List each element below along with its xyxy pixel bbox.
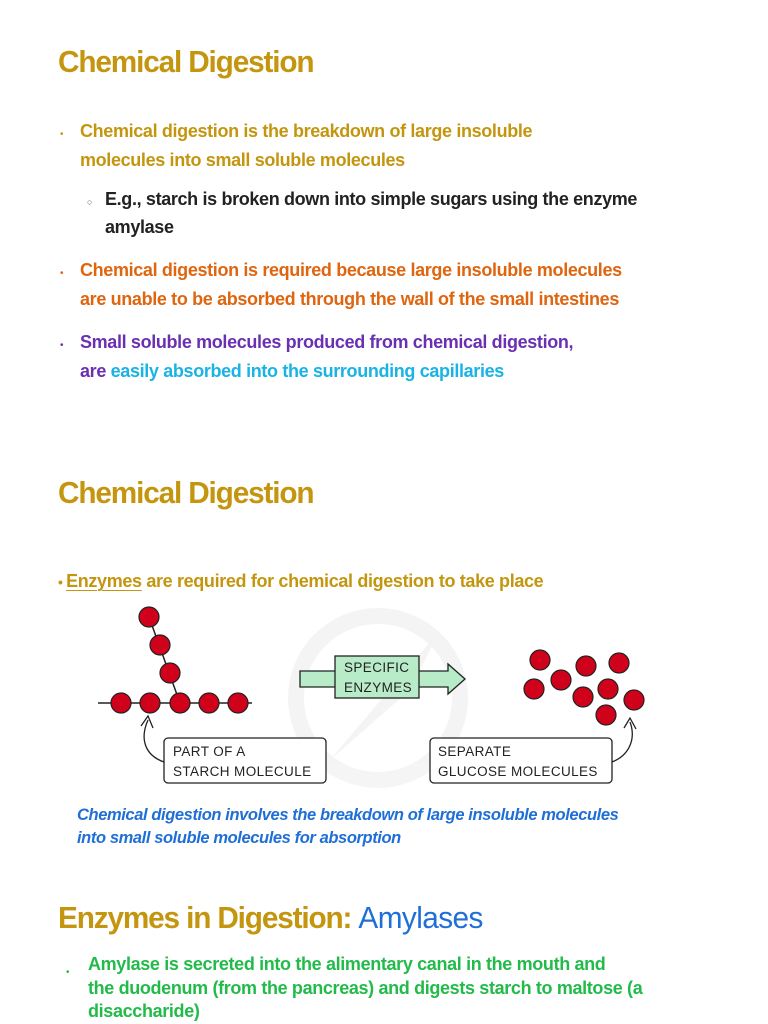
starch-label-line2: STARCH MOLECULE xyxy=(173,764,312,779)
section3-heading xyxy=(58,900,483,936)
section1-sub-line2: amylase xyxy=(105,217,174,237)
section1-bullet1-line1: Chemical digestion is the breakdown of large insoluble xyxy=(80,121,533,141)
glucose-molecule xyxy=(573,687,593,707)
starch-digestion-diagram xyxy=(90,600,660,790)
section2-bullet xyxy=(58,567,543,597)
starch-chain xyxy=(98,607,252,713)
bullet-marker: • xyxy=(60,268,64,279)
starch-glucose-unit xyxy=(170,693,190,713)
chain-branch-line xyxy=(149,617,180,703)
section3-bullet-line3: disaccharide) xyxy=(88,1001,200,1021)
section1-bullet2-line1: Chemical digestion is required because large insoluble molecules xyxy=(80,260,622,280)
section2-bullet-bold: Enzymes xyxy=(66,571,142,591)
glucose-molecule xyxy=(598,679,618,699)
bullet-marker: • xyxy=(60,340,64,351)
section2-bullet-rest: are required for chemical digestion to take place xyxy=(141,571,544,591)
diagram-caption-line1: Chemical digestion involves the breakdown of large insoluble molecules xyxy=(77,806,619,824)
arrow-label-line1: SPECIFIC xyxy=(344,660,410,675)
section3-bullet-line1: Amylase is secreted into the alimentary canal in the mouth and xyxy=(88,954,606,974)
starch-glucose-unit xyxy=(140,693,160,713)
glucose-molecule xyxy=(530,650,550,670)
sub-bullet-marker: ○ xyxy=(87,197,93,207)
section2-heading: Chemical Digestion xyxy=(58,475,314,510)
glucose-molecule xyxy=(576,656,596,676)
starch-glucose-unit xyxy=(160,663,180,683)
starch-glucose-unit xyxy=(111,693,131,713)
glucose-molecule xyxy=(609,653,629,673)
enzymes-arrow xyxy=(300,656,465,698)
section1-bullet2-line2: are unable to be absorbed through the wall of the small intestines xyxy=(80,289,619,309)
starch-label-line1: PART OF A xyxy=(173,744,246,759)
section3-heading-highlight: Amylases xyxy=(358,900,483,935)
glucose-molecules xyxy=(524,650,644,725)
section1-sub-line1: E.g., starch is broken down into simple sugars using the enzyme xyxy=(105,189,638,209)
section3-bullet-line2: the duodenum (from the pancreas) and digests starch to maltose (a xyxy=(88,978,643,998)
starch-pointer-arrow xyxy=(144,720,164,762)
starch-glucose-unit xyxy=(150,635,170,655)
bullet-marker: • xyxy=(66,967,70,978)
starch-glucose-unit xyxy=(228,693,248,713)
section1-bullet3-highlight: easily absorbed into the surrounding capillaries xyxy=(110,361,504,381)
bullet-marker: • xyxy=(58,574,67,590)
glucose-label-line1: SEPARATE xyxy=(438,744,512,759)
bullet-marker: • xyxy=(60,129,64,140)
section1-bullet1-line2: molecules into small soluble molecules xyxy=(80,150,405,170)
glucose-molecule xyxy=(551,670,571,690)
arrow-label-line2: ENZYMES xyxy=(344,680,413,695)
section1-bullet3-line2 xyxy=(80,357,504,386)
starch-glucose-unit xyxy=(199,693,219,713)
section1-bullet3-line1: Small soluble molecules produced from chemical digestion, xyxy=(80,332,574,352)
diagram-caption-line2: into small soluble molecules for absorption xyxy=(77,829,401,847)
section3-heading-prefix: Enzymes in Digestion: xyxy=(58,900,359,935)
glucose-molecule xyxy=(624,690,644,710)
section1-bullet3-prefix: are xyxy=(80,361,111,381)
glucose-pointer-arrow xyxy=(612,722,632,762)
glucose-label-line2: GLUCOSE MOLECULES xyxy=(438,764,598,779)
glucose-molecule xyxy=(596,705,616,725)
starch-glucose-unit xyxy=(139,607,159,627)
glucose-molecule xyxy=(524,679,544,699)
section1-heading: Chemical Digestion xyxy=(58,44,314,79)
